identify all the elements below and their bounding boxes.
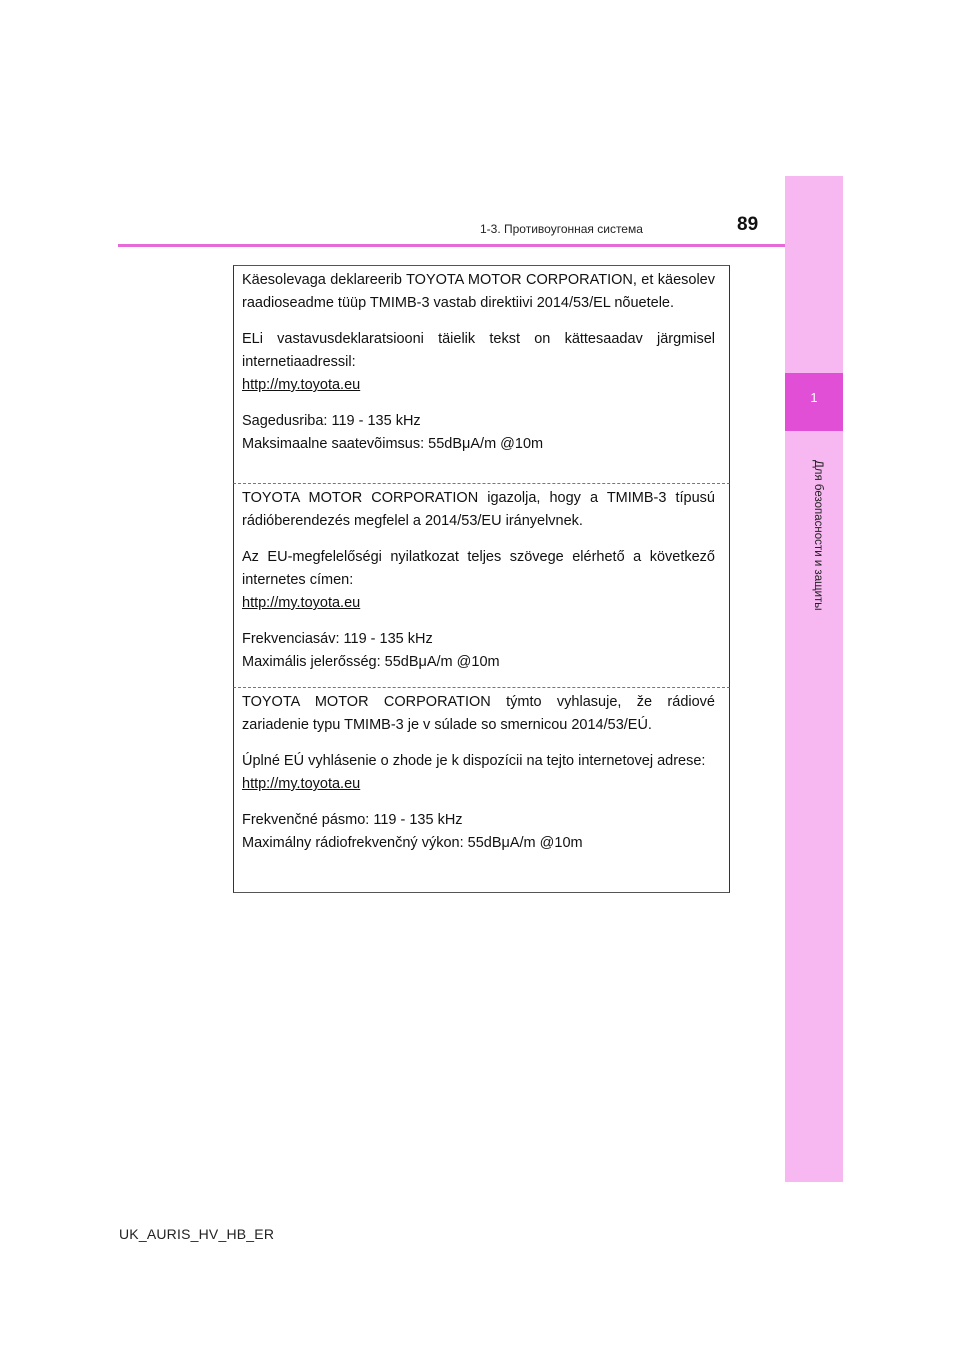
specs-text: Frekvenčné pásmo: 119 - 135 kHz Maximálny rádiofrekvenčný výkon: 55dBμA/m @10m [242,812,583,851]
declaration-text: Käesolevaga deklareerib TOYOTA MOTOR CORPORATION, et käesolev raadioseadme tüüp TMIMB-3 vastab direktiivi 2014/53/EL nõuetele. [242,272,715,311]
footer-code: UK_AURIS_HV_HB_ER [119,1226,275,1242]
availability-text: Az EU-megfelelőségi nyilatkozat teljes szövege elérhető a következő internetes címen: [242,549,715,588]
declaration-url-link[interactable]: http://my.toyota.eu [242,776,361,792]
specs-text: Frekvenciasáv: 119 - 135 kHz Maximális jelerősség: 55dBμA/m @10m [242,631,500,670]
declaration-text: TOYOTA MOTOR CORPORATION igazolja, hogy a TMIMB-3 típusú rádióberendezés megfelel a 2014/53/EU irányelvnek. [242,490,715,529]
declaration-url-link[interactable]: http://my.toyota.eu [242,377,361,393]
side-tab-number: 1 [810,390,818,405]
page-number: 89 [737,214,759,235]
declaration-box-hungarian [233,483,730,687]
declaration-text: TOYOTA MOTOR CORPORATION týmto vyhlasuje, že rádiové zariadenie typu TMIMB-3 je v súlade so smernicou 2014/53/EÚ. [242,694,715,733]
side-tab-title: Для безопасности и защиты [812,460,824,611]
specs-text: Sagedusriba: 119 - 135 kHz Maksimaalne saatevõimsus: 55dBμA/m @10m [242,413,544,452]
declaration-box-estonian [233,265,730,483]
availability-text: ELi vastavusdeklaratsiooni täielik tekst on kättesaadav järgmisel internetiaadressil: [242,331,715,370]
declaration-box-slovak [233,687,730,893]
header-rule [118,244,785,247]
availability-text: Úplné EÚ vyhlásenie o zhode je k dispozícii na tejto internetovej adrese: [242,753,706,769]
header-section-title: 1-3. Противоугонная система [480,222,643,236]
side-tab [785,176,843,1182]
declaration-url-link[interactable]: http://my.toyota.eu [242,595,361,611]
